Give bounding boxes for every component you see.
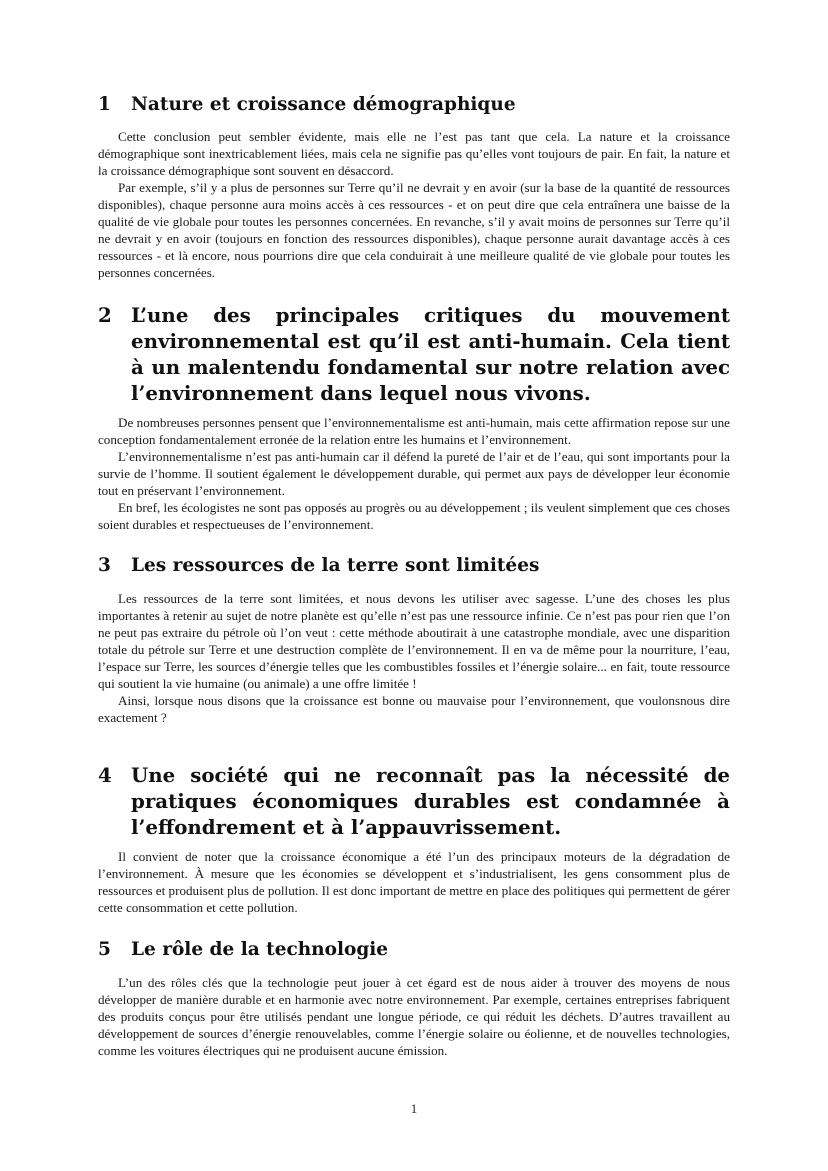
page-number: 1: [410, 1101, 418, 1116]
section-number: 2: [98, 303, 112, 327]
section-number: 1: [98, 94, 111, 115]
paragraph: Par exemple, s’il y a plus de personnes sur Terre qu’il ne devrait y en avoir (sur la base de la quantité de ressources disponibles), chaque personne aura moins accès à ces ressources - et on peut dire que cela entraînera une baisse de la qualité de vie globale pour toutes les personnes concernées. En revanche, s’il y avait moins de personnes sur Terre qu’il ne devrait y en avoir (toujours en fonction des ressources disponibles), chaque personne aurait davantage accès à ces ressources - et là encore, nous pourrions dire que cela conduirait à une meilleure qualité de vie globale pour toutes les personnes concernées.: [98, 180, 730, 280]
paragraph: De nombreuses personnes pensent que l’environnementalisme est anti-humain, mais cette affirmation repose sur une conception fondamentalement erronée de la relation entre les humains et l’environnement.: [98, 415, 730, 447]
section-title: Les ressources de la terre sont limitées: [131, 555, 540, 576]
section-heading: [98, 554, 730, 578]
section-1: [98, 93, 730, 281]
section-4: [98, 762, 730, 916]
section-number: 3: [98, 555, 111, 576]
paragraph: Il convient de noter que la croissance économique a été l’un des principaux moteurs de la dégradation de l’environnement. À mesure que les économies se développent et s’industrialisent, les gens consomment plus de ressources et produisent plus de pollution. Il est donc important de mettre en place des politiques qui permettent de gérer cette consommation et cette pollution.: [98, 849, 730, 915]
section-heading: [98, 938, 730, 962]
paragraph: En bref, les écologistes ne sont pas opposés au progrès ou au développement ; ils veulent simplement que ces choses soient durables et respectueuses de l’environnement.: [98, 500, 730, 532]
section-3: [98, 554, 730, 726]
section-heading: [98, 762, 730, 840]
paragraph: L’un des rôles clés que la technologie peut jouer à cet égard est de nous aider à trouver des moyens de nous développer de manière durable et en harmonie avec notre environnement. Par exemple, certaines entreprises fabriquent des produits conçus pour être utilisés pendant une longue période, ce qui réduit les déchets. D’autres travaillent au développement de sources d’énergie renouvelables, comme l’énergie solaire ou éolienne, et de nouvelles technologies, comme les voitures électriques qui ne produisent aucune émission.: [98, 975, 730, 1058]
section-heading: [98, 93, 730, 117]
section-2: [98, 302, 730, 533]
section-title: Nature et croissance démographique: [131, 94, 516, 115]
section-title: Le rôle de la technologie: [131, 939, 389, 960]
section-title: Une société qui ne reconnaît pas la nécessité de pratiques économiques durables est condamnée à l’effondrement et à l’appauvrissement.: [131, 763, 730, 839]
section-heading: [98, 302, 730, 406]
paragraph: L’environnementalisme n’est pas anti-humain car il défend la pureté de l’air et de l’eau, qui sont importants pour la survie de l’homme. Il soutient également le développement durable, qui permet aux pays de développer leur économie tout en préservant l’environnement.: [98, 449, 730, 498]
paragraph: Ainsi, lorsque nous disons que la croissance est bonne ou mauvaise pour l’environnement, que voulonsnous dire exactement ?: [98, 693, 730, 725]
section-number: 4: [98, 763, 112, 787]
section-number: 5: [98, 939, 111, 960]
paragraph: Les ressources de la terre sont limitées, et nous devons les utiliser avec sagesse. L’une des choses les plus importantes à retenir au sujet de notre planète est qu’elle n’est pas une ressource infinie. Ce n’est pas pour rien que l’on ne peut pas extraire du pétrole où l’on veut : cette méthode aboutirait à une catastrophe mondiale, avec une disparition totale du pétrole sur Terre et une destruction complète de l’environnement. Il en va de même pour la nourriture, l’eau, l’espace sur Terre, les sources d’énergie telles que les combustibles fossiles et l’énergie solaire... en fait, toute ressource qui soutient la vie humaine (ou animale) a une offre limitée !: [98, 591, 730, 691]
section-title: L’une des principales critiques du mouvement environnemental est qu’il est anti-humain. Cela tient à un malentendu fondamental sur notre relation avec l’environnement dans lequel nous vivons.: [131, 303, 730, 405]
section-5: [98, 938, 730, 1059]
paragraph: Cette conclusion peut sembler évidente, mais elle ne l’est pas tant que cela. La nature et la croissance démographique sont inextricablement liées, mais cela ne signifie pas qu’elles vont toujours de pair. En fait, la nature et la croissance démographique sont souvent en désaccord.: [98, 129, 730, 178]
